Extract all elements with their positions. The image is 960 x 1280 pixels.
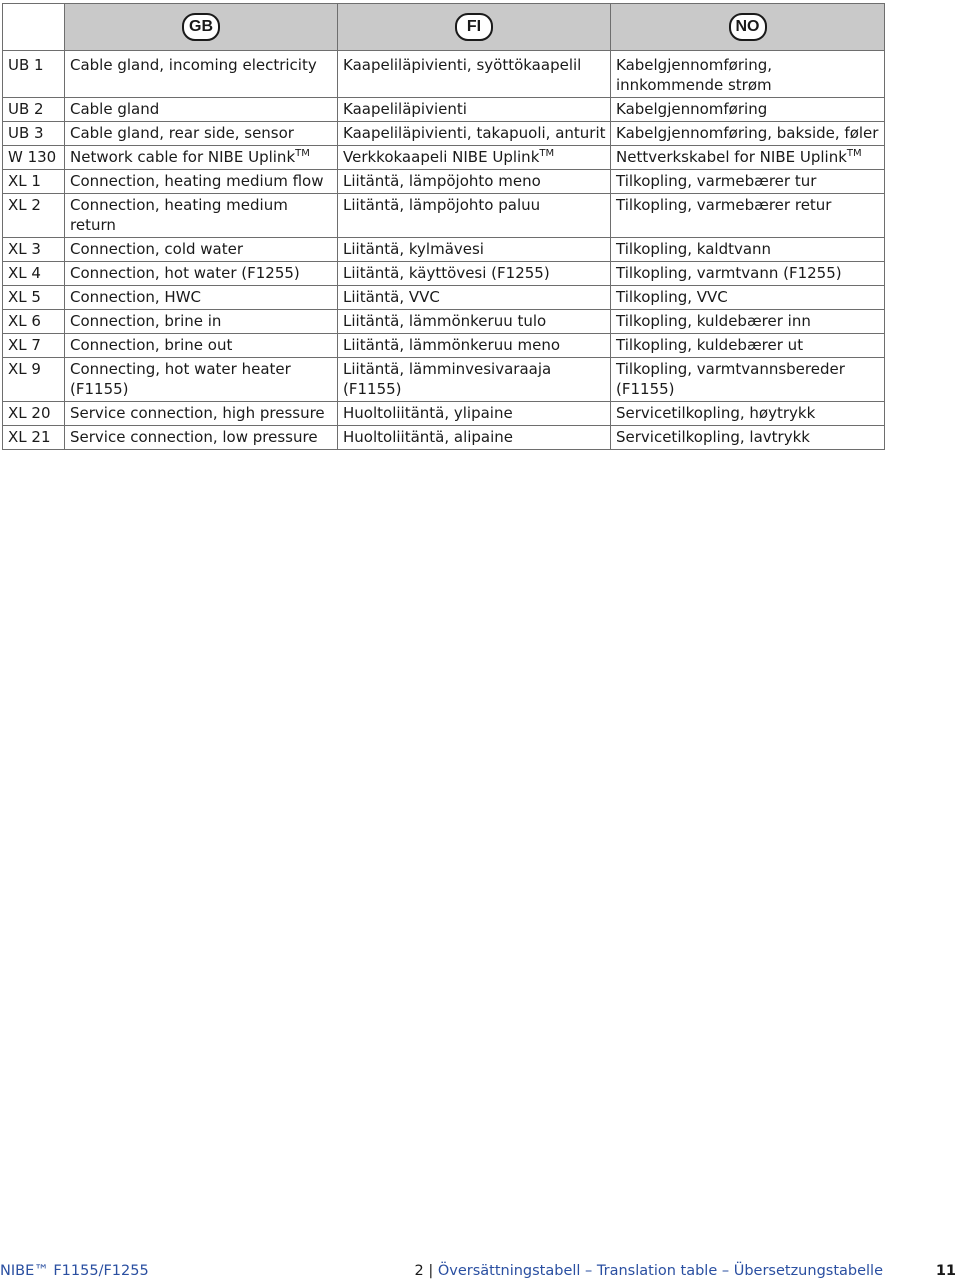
no-text: Kabelgjennomføring, bakside, føler [611,122,885,146]
no-text: Tilkopling, VVC [611,286,885,310]
no-text: Tilkopling, varmtvann (F1255) [611,262,885,286]
trademark-sup: TM [295,148,310,159]
fi-text: Liitäntä, kylmävesi [338,238,611,262]
no-text: Tilkopling, varmtvannsbereder (F1155) [611,358,885,402]
row-code: XL 2 [3,194,65,238]
gb-text: Connection, brine in [65,310,338,334]
gb-text: Cable gland, incoming electricity [65,51,338,98]
no-text: Tilkopling, kuldebærer inn [611,310,885,334]
no-text: Tilkopling, varmebærer retur [611,194,885,238]
table-row [3,334,885,358]
gb-text: Connection, cold water [65,238,338,262]
fi-text: Kaapeliläpivienti, takapuoli, anturit [338,122,611,146]
fi-text: Liitäntä, lämmönkeruu tulo [338,310,611,334]
row-code: XL 4 [3,262,65,286]
footer-separator: | [428,1263,434,1279]
no-text: Kabelgjennomføring, innkommende strøm [611,51,885,98]
row-code: XL 6 [3,310,65,334]
gb-text: Connection, heating medium flow [65,170,338,194]
no-text: Servicetilkopling, lavtrykk [611,426,885,450]
gb-text: Cable gland [65,98,338,122]
gb-text: Network cable for NIBE Uplink [70,148,296,166]
no-language-badge: NO [729,13,767,41]
footer-brand: NIBE™ F1155/F1255 [0,1263,149,1279]
row-code: XL 9 [3,358,65,402]
table-row [3,194,885,238]
no-text: Servicetilkopling, høytrykk [611,402,885,426]
gb-header-cell [65,4,338,51]
fi-text: Liitäntä, VVC [338,286,611,310]
row-code: XL 1 [3,170,65,194]
table-row [3,310,885,334]
gb-text: Cable gland, rear side, sensor [65,122,338,146]
gb-text: Service connection, high pressure [65,402,338,426]
gb-text: Connection, heating medium return [65,194,338,238]
row-code: XL 21 [3,426,65,450]
row-code: UB 2 [3,98,65,122]
fi-text: Liitäntä, lämminvesivaraaja (F1155) [338,358,611,402]
row-code: XL 7 [3,334,65,358]
gb-text-cell [65,146,338,170]
fi-text: Huoltoliitäntä, alipaine [338,426,611,450]
table-row [3,238,885,262]
table-row [3,426,885,450]
row-code: XL 20 [3,402,65,426]
gb-text: Service connection, low pressure [65,426,338,450]
no-header-cell [611,4,885,51]
no-text: Tilkopling, kaldtvann [611,238,885,262]
footer-chapter [414,1262,883,1280]
footer-chapter-title: Översättningstabell – Translation table – Übersetzungstabelle [437,1263,883,1279]
fi-text: Liitäntä, käyttövesi (F1255) [338,262,611,286]
fi-text: Kaapeliläpivienti, syöttökaapelil [338,51,611,98]
gb-text: Connecting, hot water heater (F1155) [65,358,338,402]
table-row [3,51,885,98]
table-row [3,122,885,146]
footer-chapter-number: 2 [414,1263,424,1279]
no-text: Nettverkskabel for NIBE Uplink [616,148,847,166]
table-row [3,402,885,426]
table-row [3,286,885,310]
gb-text: Connection, brine out [65,334,338,358]
footer-page-number: 11 [935,1263,956,1279]
fi-text-cell [338,146,611,170]
trademark-sup: TM [846,148,862,159]
table-row [3,358,885,402]
fi-text: Liitäntä, lämpöjohto meno [338,170,611,194]
no-text: Tilkopling, varmebærer tur [611,170,885,194]
no-text: Tilkopling, kuldebærer ut [611,334,885,358]
gb-language-badge: GB [182,13,220,41]
trademark-sup: TM [539,148,555,159]
fi-header-cell [338,4,611,51]
fi-text: Liitäntä, lämmönkeruu meno [338,334,611,358]
row-code: W 130 [3,146,65,170]
fi-text: Liitäntä, lämpöjohto paluu [338,194,611,238]
gb-text: Connection, hot water (F1255) [65,262,338,286]
table-row [3,262,885,286]
row-code: XL 3 [3,238,65,262]
translation-table [2,3,885,450]
code-header-cell [3,4,65,51]
fi-language-badge: FI [455,13,493,41]
row-code: UB 3 [3,122,65,146]
gb-text: Connection, HWC [65,286,338,310]
language-header-row [3,4,885,51]
no-text: Kabelgjennomføring [611,98,885,122]
table-row [3,98,885,122]
fi-text: Verkkokaapeli NIBE Uplink [343,148,540,166]
table-row [3,170,885,194]
table-row [3,146,885,170]
fi-text: Kaapeliläpivienti [338,98,611,122]
row-code: UB 1 [3,51,65,98]
row-code: XL 5 [3,286,65,310]
fi-text: Huoltoliitäntä, ylipaine [338,402,611,426]
no-text-cell [611,146,885,170]
page-footer [0,1262,960,1280]
